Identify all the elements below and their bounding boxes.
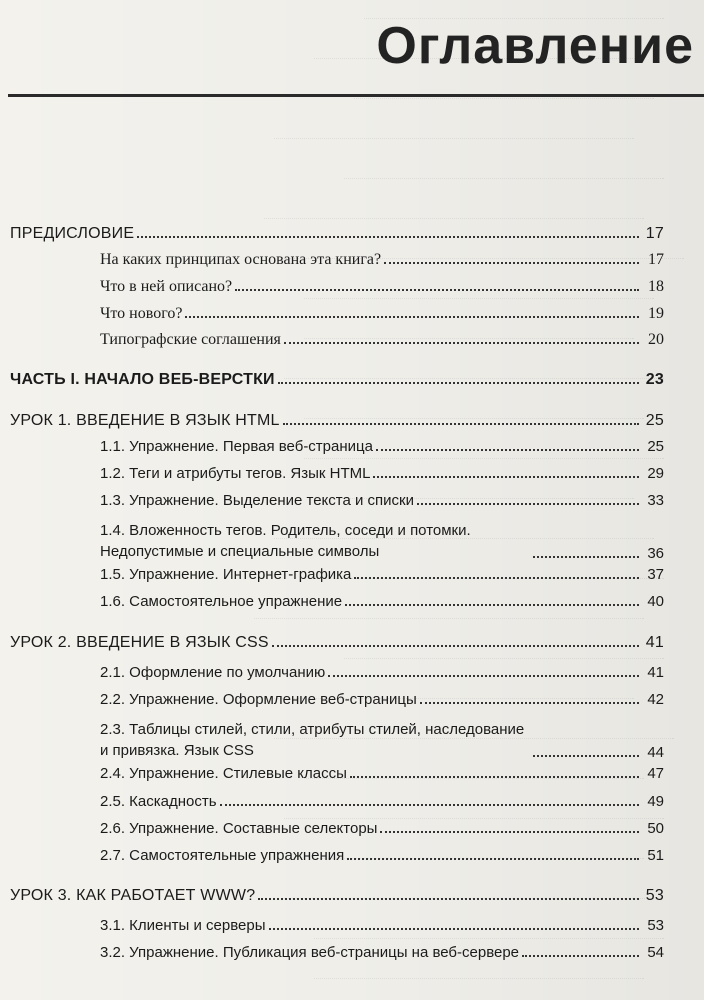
toc-part-entry — [10, 370, 664, 389]
leader-dots — [417, 503, 639, 505]
toc-entry-page: 25 — [645, 412, 664, 429]
toc-lesson-entry — [10, 411, 664, 430]
leader-dots — [272, 645, 639, 647]
toc-entry-text: УРОК 2. ВВЕДЕНИЕ В ЯЗЫК CSS — [10, 634, 269, 651]
toc-entry-text: 1.6. Самостоятельное упражнение — [100, 593, 343, 610]
toc-entry — [100, 330, 664, 349]
leader-dots — [376, 449, 639, 451]
toc-entry-text: На каких принципах основана эта книга? — [100, 251, 382, 268]
toc-entry-page: 53 — [647, 917, 664, 934]
toc-entry-page: 54 — [647, 944, 664, 961]
toc-entry-text: УРОК 3. КАК РАБОТАЕТ WWW? — [10, 887, 256, 904]
toc-entry-page: 25 — [647, 438, 664, 455]
toc-lesson-entry — [10, 633, 664, 652]
leader-dots — [384, 262, 639, 264]
toc-entry-page: 37 — [647, 566, 664, 583]
toc-entry-page: 47 — [647, 765, 664, 782]
toc-entry-page: 17 — [648, 251, 664, 268]
page-title: Оглавление — [376, 17, 694, 75]
toc-entry-text: Типографские соглашения — [100, 331, 281, 348]
toc-entry-page: 40 — [647, 593, 664, 610]
toc-entry — [100, 664, 664, 682]
toc-entry-text: 2.4. Упражнение. Стилевые классы — [100, 765, 347, 782]
toc-entry — [100, 465, 664, 483]
toc-entry — [100, 304, 664, 323]
toc-entry-text: 3.2. Упражнение. Публикация веб-страницы на веб-сервере — [100, 944, 520, 961]
toc-entry-page: 17 — [645, 225, 664, 242]
toc-entry — [100, 277, 664, 296]
toc-entry-page: 33 — [647, 492, 664, 509]
leader-dots — [185, 316, 639, 318]
title-rule — [8, 94, 704, 97]
leader-dots — [373, 476, 639, 478]
toc-entry-text: 2.2. Упражнение. Оформление веб-страницы — [100, 691, 417, 708]
toc-entry-text: УРОК 1. ВВЕДЕНИЕ В ЯЗЫК HTML — [10, 412, 280, 429]
toc-entry-text: 2.5. Каскадность — [100, 793, 217, 810]
toc-entry-page: 44 — [647, 743, 664, 761]
toc-lesson-entry — [10, 886, 664, 905]
leader-dots — [283, 423, 639, 425]
leader-dots — [284, 342, 639, 344]
toc-entry — [100, 520, 664, 563]
toc-entry-page: 51 — [647, 847, 664, 864]
toc-entry — [100, 566, 664, 584]
toc-entry-text: 1.2. Теги и атрибуты тегов. Язык HTML — [100, 465, 371, 482]
toc-entry — [100, 250, 664, 269]
toc-entry-page: 23 — [645, 371, 664, 388]
toc-entry — [100, 820, 664, 838]
leader-dots — [354, 577, 639, 579]
toc-entry — [100, 793, 664, 811]
toc-entry-page: 41 — [647, 664, 664, 681]
leader-dots — [235, 289, 639, 291]
toc-entry-page: 36 — [647, 544, 664, 562]
toc-entry-text: 2.6. Упражнение. Составные селекторы — [100, 820, 378, 837]
toc-entry — [100, 847, 664, 865]
toc-entry — [10, 224, 664, 243]
leader-dots — [350, 776, 639, 778]
toc-entry-text: 1.1. Упражнение. Первая веб-страница — [100, 438, 373, 455]
toc-entry-text: ЧАСТЬ I. НАЧАЛО ВЕБ-ВЕРСТКИ — [10, 371, 275, 388]
toc-entry — [100, 944, 664, 962]
toc-entry-text: 1.4. Вложенность тегов. Родитель, соседи и потомки. Недопустимые и специальные символы — [100, 522, 471, 561]
toc-entry-text: 2.7. Самостоятельные упражнения — [100, 847, 345, 864]
leader-dots — [269, 928, 640, 930]
leader-dots — [278, 382, 639, 384]
toc-entry-page: 50 — [647, 820, 664, 837]
toc-entry-text: Что нового? — [100, 305, 183, 322]
toc-entry-text: 2.3. Таблицы стилей, стили, атрибуты стилей, наследование и привязка. Язык CSS — [100, 721, 525, 760]
toc-entry — [100, 765, 664, 783]
toc-entry — [100, 438, 664, 456]
toc-entry-page: 18 — [648, 278, 664, 295]
toc-entry — [100, 917, 664, 935]
toc-entry-page: 19 — [648, 305, 664, 322]
toc-entry-text: 3.1. Клиенты и серверы — [100, 917, 266, 934]
toc-entry-page: 42 — [647, 691, 664, 708]
toc-entry — [100, 691, 664, 709]
leader-dots — [220, 804, 639, 806]
toc-entry — [100, 719, 664, 762]
toc-entry-page: 29 — [647, 465, 664, 482]
leader-dots — [522, 955, 639, 957]
leader-dots — [533, 556, 639, 558]
toc-entry-page: 41 — [645, 634, 664, 651]
toc-entry-page: 20 — [648, 331, 664, 348]
leader-dots — [258, 898, 639, 900]
toc-entry-text: 1.3. Упражнение. Выделение текста и списки — [100, 492, 414, 509]
leader-dots — [328, 675, 639, 677]
leader-dots — [420, 702, 639, 704]
toc-entry-page: 53 — [645, 887, 664, 904]
leader-dots — [345, 604, 639, 606]
leader-dots — [347, 858, 639, 860]
toc-entry — [100, 492, 664, 510]
toc-entry-text: ПРЕДИСЛОВИЕ — [10, 225, 135, 242]
toc-entry-text: Что в ней описано? — [100, 278, 233, 295]
toc-entry-text: 1.5. Упражнение. Интернет-графика — [100, 566, 352, 583]
toc-entry-text: 2.1. Оформление по умолчанию — [100, 664, 326, 681]
leader-dots — [533, 755, 639, 757]
toc-entry — [100, 593, 664, 611]
leader-dots — [137, 236, 639, 238]
toc-entry-page: 49 — [647, 793, 664, 810]
leader-dots — [380, 831, 639, 833]
